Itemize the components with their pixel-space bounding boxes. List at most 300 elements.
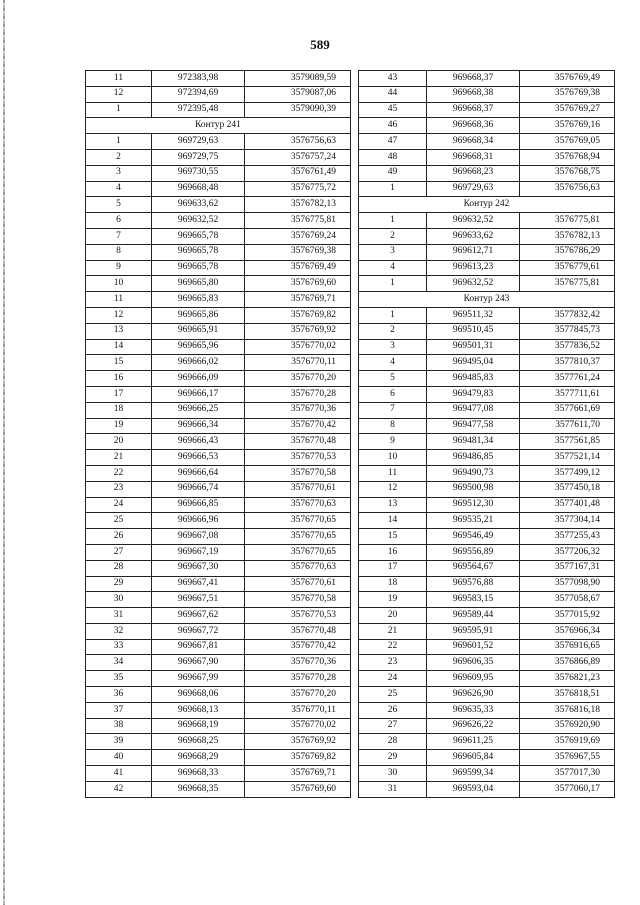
contour-title: Контур 242: [359, 197, 615, 213]
y-coordinate-cell: 3576756,63: [520, 181, 615, 197]
point-number-cell: 49: [359, 165, 427, 181]
point-number-cell: 1: [359, 213, 427, 229]
table-row: [359, 781, 615, 797]
y-coordinate-cell: 3579090,39: [245, 102, 351, 118]
point-number-cell: 11: [86, 292, 152, 308]
table-row: [359, 766, 615, 782]
table-row: [86, 402, 351, 418]
table-row: [86, 434, 351, 450]
y-coordinate-cell: 3577206,32: [520, 544, 615, 560]
x-coordinate-cell: 969665,78: [152, 228, 245, 244]
x-coordinate-cell: 969632,52: [427, 276, 520, 292]
point-number-cell: 25: [86, 513, 152, 529]
y-coordinate-cell: 3576770,63: [245, 560, 351, 576]
y-coordinate-cell: 3576770,11: [245, 355, 351, 371]
table-row: [359, 371, 615, 387]
point-number-cell: 32: [86, 623, 152, 639]
x-coordinate-cell: 969512,30: [427, 497, 520, 513]
x-coordinate-cell: 972394,69: [152, 86, 245, 102]
table-row: [86, 718, 351, 734]
y-coordinate-cell: 3576821,23: [520, 671, 615, 687]
point-number-cell: 10: [86, 276, 152, 292]
table-row: [86, 371, 351, 387]
x-coordinate-cell: 969611,25: [427, 734, 520, 750]
x-coordinate-cell: 969666,64: [152, 465, 245, 481]
table-row: [86, 639, 351, 655]
table-row: [359, 655, 615, 671]
point-number-cell: 28: [359, 734, 427, 750]
x-coordinate-cell: 969668,33: [152, 766, 245, 782]
point-number-cell: 2: [86, 149, 152, 165]
table-row: [359, 513, 615, 529]
y-coordinate-cell: 3576770,28: [245, 671, 351, 687]
point-number-cell: 28: [86, 560, 152, 576]
table-row: [86, 450, 351, 466]
table-row: [86, 734, 351, 750]
table-row: [359, 260, 615, 276]
x-coordinate-cell: 969665,78: [152, 244, 245, 260]
table-row: [86, 386, 351, 402]
x-coordinate-cell: 969510,45: [427, 323, 520, 339]
point-number-cell: 1: [86, 102, 152, 118]
y-coordinate-cell: 3576757,24: [245, 149, 351, 165]
table-row: [86, 671, 351, 687]
y-coordinate-cell: 3577401,48: [520, 497, 615, 513]
point-number-cell: 18: [86, 402, 152, 418]
contour-title: Контур 243: [359, 292, 615, 308]
table-row: [86, 276, 351, 292]
point-number-cell: 14: [359, 513, 427, 529]
y-coordinate-cell: 3576769,82: [245, 750, 351, 766]
y-coordinate-cell: 3576919,69: [520, 734, 615, 750]
x-coordinate-cell: 969666,17: [152, 386, 245, 402]
point-number-cell: 29: [359, 750, 427, 766]
point-number-cell: 19: [86, 418, 152, 434]
x-coordinate-cell: 969667,08: [152, 529, 245, 545]
x-coordinate-cell: 969511,32: [427, 307, 520, 323]
table-row: [86, 560, 351, 576]
point-number-cell: 17: [359, 560, 427, 576]
y-coordinate-cell: 3576769,49: [520, 71, 615, 87]
x-coordinate-cell: 969667,99: [152, 671, 245, 687]
y-coordinate-cell: 3576769,92: [245, 323, 351, 339]
point-number-cell: 6: [86, 213, 152, 229]
point-number-cell: 3: [86, 165, 152, 181]
x-coordinate-cell: 969667,41: [152, 576, 245, 592]
y-coordinate-cell: 3576770,28: [245, 386, 351, 402]
x-coordinate-cell: 969666,74: [152, 481, 245, 497]
point-number-cell: 48: [359, 149, 427, 165]
point-number-cell: 4: [359, 355, 427, 371]
point-number-cell: 26: [359, 702, 427, 718]
y-coordinate-cell: 3576770,65: [245, 513, 351, 529]
point-number-cell: 2: [359, 323, 427, 339]
point-number-cell: 20: [86, 434, 152, 450]
y-coordinate-cell: 3576769,38: [245, 244, 351, 260]
x-coordinate-cell: 969667,51: [152, 592, 245, 608]
x-coordinate-cell: 969668,29: [152, 750, 245, 766]
table-row: [359, 702, 615, 718]
y-coordinate-cell: 3576770,53: [245, 450, 351, 466]
table-row: [86, 134, 351, 150]
point-number-cell: 4: [359, 260, 427, 276]
table-row: [86, 102, 351, 118]
y-coordinate-cell: 3577611,70: [520, 418, 615, 434]
point-number-cell: 3: [359, 339, 427, 355]
table-row: [359, 560, 615, 576]
table-row: [86, 149, 351, 165]
point-number-cell: 18: [359, 576, 427, 592]
x-coordinate-cell: 969666,09: [152, 371, 245, 387]
x-coordinate-cell: 969556,89: [427, 544, 520, 560]
point-number-cell: 15: [86, 355, 152, 371]
x-coordinate-cell: 969665,78: [152, 260, 245, 276]
point-number-cell: 12: [359, 481, 427, 497]
y-coordinate-cell: 3576786,29: [520, 244, 615, 260]
table-row: [359, 71, 615, 87]
y-coordinate-cell: 3576770,20: [245, 371, 351, 387]
table-row: [359, 165, 615, 181]
y-coordinate-cell: 3576770,61: [245, 576, 351, 592]
table-row: [86, 687, 351, 703]
point-number-cell: 5: [359, 371, 427, 387]
y-coordinate-cell: 3576770,02: [245, 718, 351, 734]
x-coordinate-cell: 969635,33: [427, 702, 520, 718]
x-coordinate-cell: 969583,15: [427, 592, 520, 608]
y-coordinate-cell: 3576775,81: [520, 276, 615, 292]
y-coordinate-cell: 3576770,02: [245, 339, 351, 355]
x-coordinate-cell: 969729,63: [152, 134, 245, 150]
table-row: [359, 529, 615, 545]
table-row: [359, 481, 615, 497]
y-coordinate-cell: 3577060,17: [520, 781, 615, 797]
table-row: [359, 418, 615, 434]
x-coordinate-cell: 969576,88: [427, 576, 520, 592]
table-row: [86, 481, 351, 497]
x-coordinate-cell: 969595,91: [427, 623, 520, 639]
x-coordinate-cell: 969665,86: [152, 307, 245, 323]
y-coordinate-cell: 3577761,24: [520, 371, 615, 387]
y-coordinate-cell: 3576769,49: [245, 260, 351, 276]
point-number-cell: 23: [86, 481, 152, 497]
point-number-cell: 7: [359, 402, 427, 418]
point-number-cell: 9: [86, 260, 152, 276]
y-coordinate-cell: 3577499,12: [520, 465, 615, 481]
point-number-cell: 41: [86, 766, 152, 782]
table-row: [359, 687, 615, 703]
point-number-cell: 17: [86, 386, 152, 402]
y-coordinate-cell: 3577255,43: [520, 529, 615, 545]
point-number-cell: 27: [86, 544, 152, 560]
y-coordinate-cell: 3576967,55: [520, 750, 615, 766]
point-number-cell: 5: [86, 197, 152, 213]
x-coordinate-cell: 969668,13: [152, 702, 245, 718]
point-number-cell: 47: [359, 134, 427, 150]
y-coordinate-cell: 3576770,58: [245, 465, 351, 481]
y-coordinate-cell: 3576769,71: [245, 766, 351, 782]
x-coordinate-cell: 969666,34: [152, 418, 245, 434]
y-coordinate-cell: 3576775,81: [520, 213, 615, 229]
x-coordinate-cell: 969668,48: [152, 181, 245, 197]
point-number-cell: 25: [359, 687, 427, 703]
y-coordinate-cell: 3576779,61: [520, 260, 615, 276]
y-coordinate-cell: 3576770,36: [245, 402, 351, 418]
point-number-cell: 30: [359, 766, 427, 782]
x-coordinate-cell: 969666,53: [152, 450, 245, 466]
point-number-cell: 16: [86, 371, 152, 387]
y-coordinate-cell: 3576761,49: [245, 165, 351, 181]
table-row: [359, 181, 615, 197]
y-coordinate-cell: 3576775,72: [245, 181, 351, 197]
x-coordinate-cell: 969668,38: [427, 86, 520, 102]
x-coordinate-cell: 969668,23: [427, 165, 520, 181]
contour-title: Контур 241: [86, 118, 351, 134]
x-coordinate-cell: 969633,62: [427, 228, 520, 244]
y-coordinate-cell: 3576769,92: [245, 734, 351, 750]
x-coordinate-cell: 969613,23: [427, 260, 520, 276]
y-coordinate-cell: 3577017,30: [520, 766, 615, 782]
y-coordinate-cell: 3576770,63: [245, 497, 351, 513]
table-row: [86, 465, 351, 481]
table-row: [359, 434, 615, 450]
point-number-cell: 24: [86, 497, 152, 513]
point-number-cell: 33: [86, 639, 152, 655]
table-row: [359, 386, 615, 402]
x-coordinate-cell: 969477,58: [427, 418, 520, 434]
point-number-cell: 39: [86, 734, 152, 750]
table-row: [86, 260, 351, 276]
point-number-cell: 37: [86, 702, 152, 718]
y-coordinate-cell: 3576769,60: [245, 276, 351, 292]
x-coordinate-cell: 969564,67: [427, 560, 520, 576]
x-coordinate-cell: 969490,73: [427, 465, 520, 481]
y-coordinate-cell: 3576768,94: [520, 149, 615, 165]
x-coordinate-cell: 969479,83: [427, 386, 520, 402]
x-coordinate-cell: 969668,06: [152, 687, 245, 703]
table-row: [359, 276, 615, 292]
y-coordinate-cell: 3576769,38: [520, 86, 615, 102]
table-row: [359, 671, 615, 687]
x-coordinate-cell: 969668,37: [427, 71, 520, 87]
point-number-cell: 11: [86, 71, 152, 87]
table-row: [359, 118, 615, 134]
table-row: [86, 165, 351, 181]
point-number-cell: 21: [359, 623, 427, 639]
point-number-cell: 23: [359, 655, 427, 671]
table-row: [359, 355, 615, 371]
point-number-cell: 12: [86, 86, 152, 102]
y-coordinate-cell: 3576770,36: [245, 655, 351, 671]
x-coordinate-cell: 969730,55: [152, 165, 245, 181]
x-coordinate-cell: 972383,98: [152, 71, 245, 87]
y-coordinate-cell: 3577661,69: [520, 402, 615, 418]
table-row: [86, 197, 351, 213]
table-row: [86, 766, 351, 782]
y-coordinate-cell: 3576818,51: [520, 687, 615, 703]
y-coordinate-cell: 3576782,13: [245, 197, 351, 213]
x-coordinate-cell: 969495,04: [427, 355, 520, 371]
x-coordinate-cell: 969626,22: [427, 718, 520, 734]
point-number-cell: 4: [86, 181, 152, 197]
y-coordinate-cell: 3576770,65: [245, 529, 351, 545]
table-row: [86, 781, 351, 797]
x-coordinate-cell: 969668,31: [427, 149, 520, 165]
table-row: [86, 323, 351, 339]
point-number-cell: 26: [86, 529, 152, 545]
x-coordinate-cell: 969666,85: [152, 497, 245, 513]
table-row: [86, 655, 351, 671]
y-coordinate-cell: 3577845,73: [520, 323, 615, 339]
table-row: [86, 576, 351, 592]
y-coordinate-cell: 3577450,18: [520, 481, 615, 497]
y-coordinate-cell: 3577810,37: [520, 355, 615, 371]
x-coordinate-cell: 969589,44: [427, 608, 520, 624]
y-coordinate-cell: 3576770,42: [245, 418, 351, 434]
table-row: [86, 244, 351, 260]
point-number-cell: 13: [86, 323, 152, 339]
point-number-cell: 20: [359, 608, 427, 624]
point-number-cell: 19: [359, 592, 427, 608]
x-coordinate-cell: 969668,37: [427, 102, 520, 118]
x-coordinate-cell: 969606,35: [427, 655, 520, 671]
x-coordinate-cell: 969477,08: [427, 402, 520, 418]
y-coordinate-cell: 3577836,52: [520, 339, 615, 355]
table-row: [86, 592, 351, 608]
table-row: [359, 86, 615, 102]
point-number-cell: 31: [359, 781, 427, 797]
x-coordinate-cell: 969667,81: [152, 639, 245, 655]
x-coordinate-cell: 969481,34: [427, 434, 520, 450]
y-coordinate-cell: 3576816,18: [520, 702, 615, 718]
x-coordinate-cell: 969632,52: [152, 213, 245, 229]
point-number-cell: 40: [86, 750, 152, 766]
table-row: [359, 213, 615, 229]
point-number-cell: 44: [359, 86, 427, 102]
y-coordinate-cell: 3576769,27: [520, 102, 615, 118]
y-coordinate-cell: 3576770,42: [245, 639, 351, 655]
table-row: [359, 623, 615, 639]
x-coordinate-cell: 969667,30: [152, 560, 245, 576]
table-row: [86, 355, 351, 371]
table-row: [359, 134, 615, 150]
x-coordinate-cell: 969667,62: [152, 608, 245, 624]
point-number-cell: 1: [359, 181, 427, 197]
point-number-cell: 12: [86, 307, 152, 323]
point-number-cell: 42: [86, 781, 152, 797]
x-coordinate-cell: 969633,62: [152, 197, 245, 213]
y-coordinate-cell: 3579089,59: [245, 71, 351, 87]
table-row: [86, 339, 351, 355]
x-coordinate-cell: 969666,25: [152, 402, 245, 418]
x-coordinate-cell: 969626,90: [427, 687, 520, 703]
y-coordinate-cell: 3576770,65: [245, 544, 351, 560]
x-coordinate-cell: 969729,75: [152, 149, 245, 165]
scan-left-edge: [3, 0, 5, 905]
table-row: [86, 608, 351, 624]
table-row: [359, 402, 615, 418]
x-coordinate-cell: 969666,96: [152, 513, 245, 529]
table-row: [86, 213, 351, 229]
x-coordinate-cell: 969667,72: [152, 623, 245, 639]
point-number-cell: 3: [359, 244, 427, 260]
table-row: [359, 228, 615, 244]
y-coordinate-cell: 3576769,60: [245, 781, 351, 797]
y-coordinate-cell: 3577561,85: [520, 434, 615, 450]
point-number-cell: 14: [86, 339, 152, 355]
y-coordinate-cell: 3577058,67: [520, 592, 615, 608]
point-number-cell: 2: [359, 228, 427, 244]
x-coordinate-cell: 969668,36: [427, 118, 520, 134]
y-coordinate-cell: 3576770,53: [245, 608, 351, 624]
table-row: [359, 307, 615, 323]
point-number-cell: 10: [359, 450, 427, 466]
contour-header-row: [359, 197, 615, 213]
x-coordinate-cell: 969668,35: [152, 781, 245, 797]
table-row: [86, 702, 351, 718]
point-number-cell: 27: [359, 718, 427, 734]
table-row: [359, 592, 615, 608]
table-row: [359, 576, 615, 592]
point-number-cell: 31: [86, 608, 152, 624]
table-row: [359, 323, 615, 339]
x-coordinate-cell: 969729,63: [427, 181, 520, 197]
y-coordinate-cell: 3576866,89: [520, 655, 615, 671]
point-number-cell: 38: [86, 718, 152, 734]
table-row: [359, 639, 615, 655]
y-coordinate-cell: 3579087,06: [245, 86, 351, 102]
point-number-cell: 36: [86, 687, 152, 703]
x-coordinate-cell: 969666,02: [152, 355, 245, 371]
x-coordinate-cell: 969605,84: [427, 750, 520, 766]
point-number-cell: 24: [359, 671, 427, 687]
point-number-cell: 6: [359, 386, 427, 402]
x-coordinate-cell: 969501,31: [427, 339, 520, 355]
coordinates-table-right: [358, 70, 615, 798]
table-row: [86, 418, 351, 434]
table-row: [86, 544, 351, 560]
page-number: 589: [310, 37, 330, 52]
y-coordinate-cell: 3577167,31: [520, 560, 615, 576]
point-number-cell: 34: [86, 655, 152, 671]
point-number-cell: 1: [359, 276, 427, 292]
x-coordinate-cell: 969668,25: [152, 734, 245, 750]
x-coordinate-cell: 969593,04: [427, 781, 520, 797]
x-coordinate-cell: 969667,19: [152, 544, 245, 560]
point-number-cell: 29: [86, 576, 152, 592]
x-coordinate-cell: 969486,85: [427, 450, 520, 466]
x-coordinate-cell: 969599,34: [427, 766, 520, 782]
contour-header-row: [359, 292, 615, 308]
point-number-cell: 1: [359, 307, 427, 323]
table-row: [359, 149, 615, 165]
coordinates-table-left: [85, 70, 351, 798]
table-row: [359, 750, 615, 766]
y-coordinate-cell: 3577015,92: [520, 608, 615, 624]
table-row: [359, 608, 615, 624]
x-coordinate-cell: 969612,71: [427, 244, 520, 260]
y-coordinate-cell: 3576782,13: [520, 228, 615, 244]
x-coordinate-cell: 969609,95: [427, 671, 520, 687]
table-row: [359, 244, 615, 260]
point-number-cell: 15: [359, 529, 427, 545]
point-number-cell: 21: [86, 450, 152, 466]
x-coordinate-cell: 969668,19: [152, 718, 245, 734]
y-coordinate-cell: 3577521,14: [520, 450, 615, 466]
point-number-cell: 43: [359, 71, 427, 87]
contour-header-row: [86, 118, 351, 134]
point-number-cell: 45: [359, 102, 427, 118]
y-coordinate-cell: 3576769,82: [245, 307, 351, 323]
